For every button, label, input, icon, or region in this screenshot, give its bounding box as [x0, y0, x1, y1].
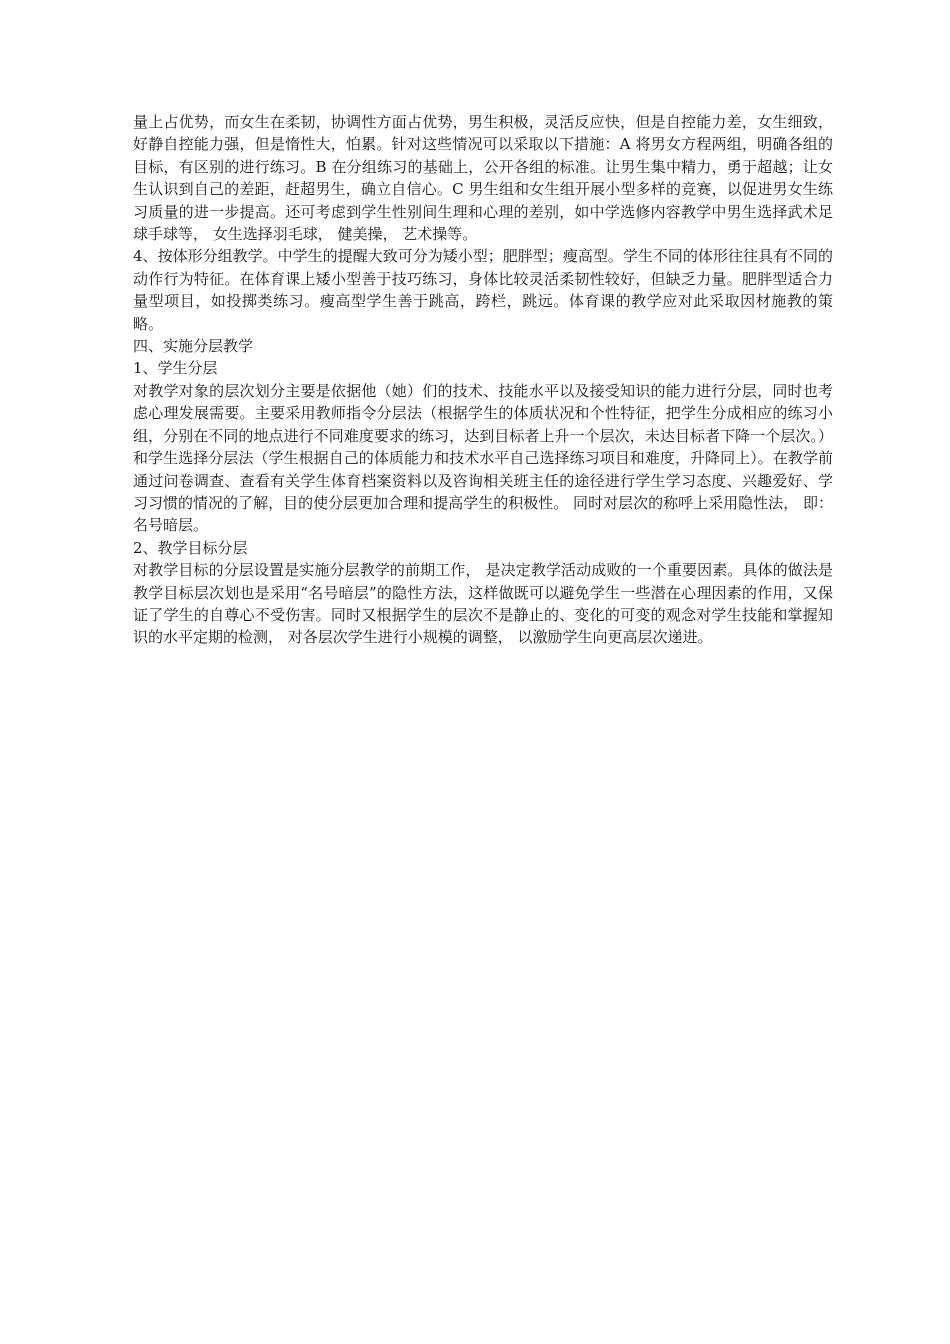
- subheading-goal-layering: 2、教学目标分层: [133, 538, 248, 557]
- paragraph-body-type-grouping: 4、按体形分组教学。中学生的提醒大致可分为矮小型；肥胖型；瘦高型。学生不同的体形往往具有不同的动作行为特征。在体育课上矮小型善于技巧练习，身体比较灵活柔韧性较好，但缺乏力量。肥胖型适合力量型项目，如投掷类练习。瘦高型学生善于跳高，跨栏，跳远。体育课的教学应对此采取因材施教的策略。: [133, 247, 833, 333]
- paragraph-student-layering: 对教学对象的层次划分主要是依据他（她）们的技术、技能水平以及接受知识的能力进行分层，同时也考虑心理发展需要。主要采用教师指令分层法（根据学生的体质状况和个性特征，把学生分成相应的练习小组，分别在不同的地点进行不同难度要求的练习，达到目标者上升一个层次，未达目标者下降一个层次。）和学生选择分层法（学生根据自己的体质能力和技术水平自己选择练习项目和难度，升降同上）。在教学前通过问卷调查、查看有关学生体育档案资料以及咨询相关班主任的途径进行学生学习态度、兴趣爱好、学习习惯的情况的了解，目的使分层更加合理和提高学生的积极性。 同时对层次的称呼上采用隐性法， 即： 名号暗层。: [133, 381, 833, 535]
- paragraph-gender-grouping: 量上占优势，而女生在柔韧，协调性方面占优势，男生积极，灵活反应快，但是自控能力差，女生细致，好静自控能力强，但是惰性大，怕累。针对这些情况可以采取以下措施：A 将男女方程两组，明确各组的目标，有区别的进行练习。B 在分组练习的基础上，公开各组的标准。让男生集中精力，勇于超越；让女生认识到自己的差距，赶超男生，确立自信心。C 男生组和女生组开展小型多样的竞赛，以促进男女生练习质量的进一步提高。还可考虑到学生性别间生理和心理的差别，如中学选修内容教学中男生选择武术足球手球等， 女生选择羽毛球， 健美操， 艺术操等。: [133, 113, 833, 244]
- subheading-student-layering: 1、学生分层: [133, 359, 218, 378]
- document-body: [133, 111, 833, 649]
- section-heading-layered-teaching: 四、实施分层教学: [133, 337, 254, 356]
- paragraph-goal-layering: 对教学目标的分层设置是实施分层教学的前期工作， 是决定教学活动成败的一个重要因素。具体的做法是教学目标层次划也是采用“名号暗层”的隐性方法，这样做既可以避免学生一些潜在心理因素的作用，又保证了学生的自尊心不受伤害。同时又根据学生的层次不是静止的、变化的可变的观念对学生技能和掌握知识的水平定期的检测， 对各层次学生进行小规模的调整， 以激励学生向更高层次递进。: [133, 561, 833, 647]
